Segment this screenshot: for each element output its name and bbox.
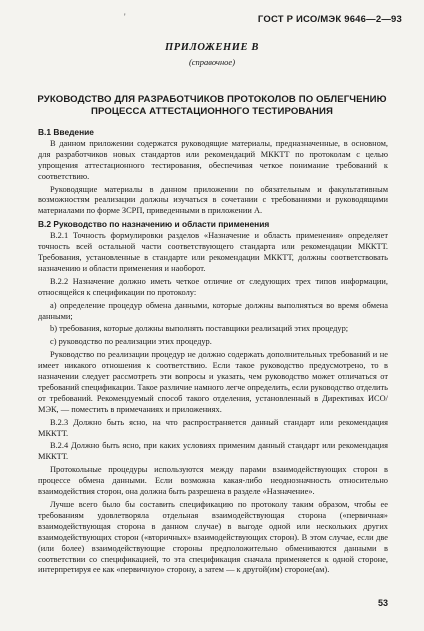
paragraph: Протокольные процедуры используются между парами взаимодействующих сторон в процессе обмена данными. Если возможна какая-либо неоднозначность относительно взаимодействия сторон, она должна быть разрешена в разделе «Назначение». [38, 465, 388, 497]
paragraph: В.2.2 Назначение должно иметь четкое отличие от следующих трех типов информации, относящейся к спецификации по протоколу: [38, 276, 388, 297]
page-number: 53 [377, 598, 388, 608]
paragraph: В.2.3 Должно быть ясно, на что распространяется данный стандарт или рекомендация МККТТ. [38, 417, 388, 438]
paragraph: Руководство по реализации процедур не должно содержать дополнительных требований и не имеет никакого отношения к соответствию. Если такое руководство предусмотрено, то в назначении следует рассмотреть эти вопросы и указать, чем руководство может отличаться от требований спецификации. Такое различие намного легче определить, если руководство отделить от требований. Рекомендуемый способ такого отделения, установленный в Директивах ИСО/МЭК, — поместить в примечаниях и приложениях. [38, 350, 388, 414]
section-heading-b2: В.2 Руководство по назначению и области применения [38, 219, 270, 230]
paragraph: В.2.1 Точность формулировки разделов «Назначение и область применения» определяет точность всей остальной части соответствующего стандарта или рекомендации МККТТ. Требования, установленные в стандарте или рекомендации МККТТ, должны соответствовать назначению и области применения и наоборот. [38, 231, 388, 273]
appendix-title: ПРИЛОЖЕНИЕ В [165, 42, 259, 53]
margin-mark: ' [124, 12, 126, 22]
list-item: а) определение процедур обмена данными, которые должны выполняться во время обмена данными; [38, 300, 388, 321]
paragraph: В.2.4 Должно быть ясно, при каких условиях применим данный стандарт или рекомендация МККТТ. [38, 441, 388, 462]
paragraph: Лучше всего было бы составить спецификацию по протоколу таким образом, чтобы ее требованиям удовлетворяла отдельная взаимодействующая сторона («первичная» взаимодействующая сторона в данном случае) в выгоде одной или нескольких других взаимодействующих сторон («вторичных» взаимодействующих сторон). В этом случае, если две (или более) взаимодействующие стороны предположительно обмениваются данными в соответствии со спецификацией, то эта спецификация сначала применяется к одной стороне, интерпретируя ее как «первичную» сторону, а затем — к другой(им) стороне(ам). [38, 500, 388, 575]
paragraph: Руководящие материалы в данном приложении по обязательным и факультативным возможностям реализации должны изучаться в сочетании с требованиями и руководящими материалами по форме ЗСРП, приведенными в приложении А. [38, 184, 388, 216]
list-item: с) руководство по реализации этих процедур. [50, 337, 212, 347]
paragraph: В данном приложении содержатся руководящие материалы, предназначенные, в основном, для разработчиков новых стандартов или рекомендаций МККТТ по протоколам с целью упрощения аттестационного тестирования, обеспечивая четкое понимание требований к соответствию. [38, 138, 388, 181]
section-heading-b1: В.1 Введение [38, 127, 94, 137]
appendix-subtitle: (справочное) [188, 57, 236, 67]
standard-code-header: ГОСТ Р ИСО/МЭК 9646—2—93 [257, 14, 402, 25]
main-title: РУКОВОДСТВО ДЛЯ РАЗРАБОТЧИКОВ ПРОТОКОЛОВ ПО ОБЛЕГЧЕНИЮ ПРОЦЕССА АТТЕСТАЦИОННОГО ТЕСТИРОВАНИЯ [37, 94, 387, 117]
list-item: b) требования, которые должны выполнять поставщики реализаций этих процедур; [50, 324, 349, 334]
document-body [38, 126, 388, 578]
